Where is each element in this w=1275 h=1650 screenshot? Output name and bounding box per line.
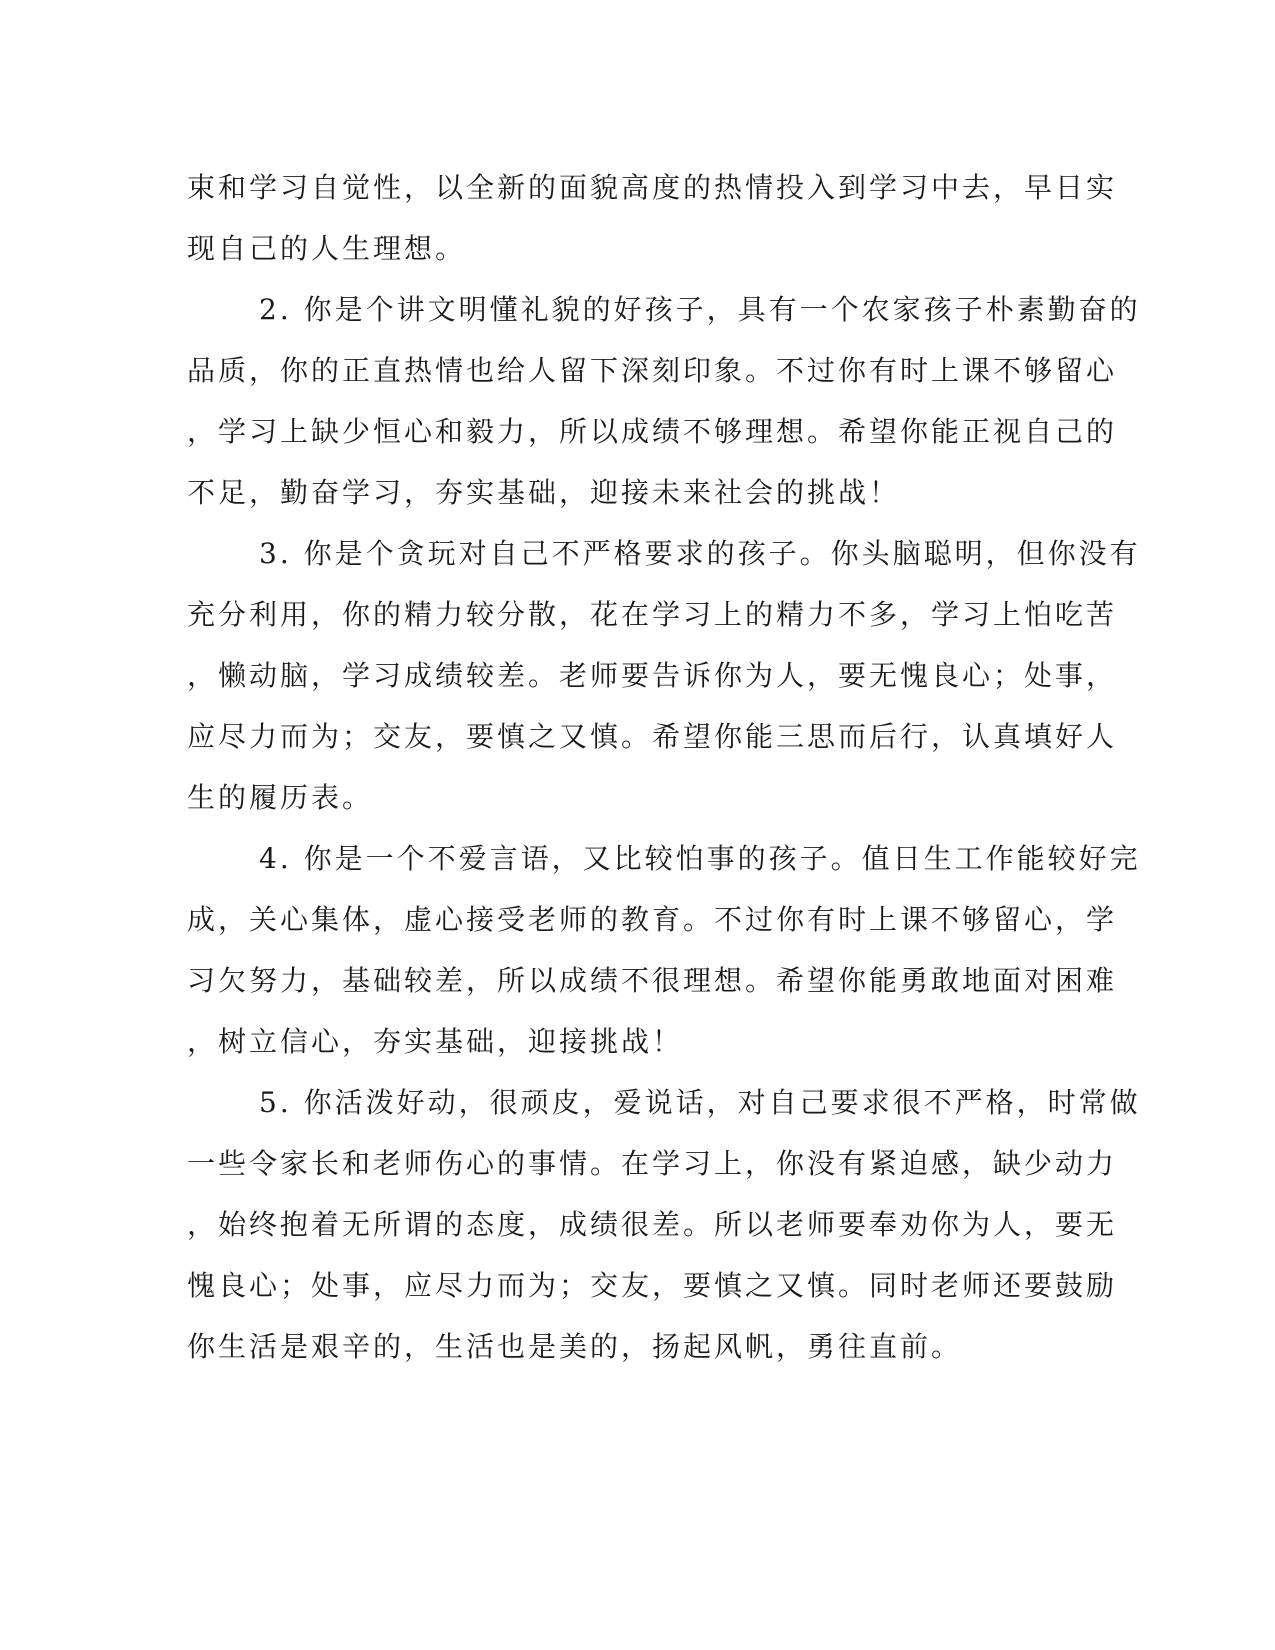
text-line: 应尽力而为；交友，要慎之又慎。希望你能三思而后行，认真填好人 — [187, 720, 1118, 753]
text-line: 生的履历表。 — [187, 781, 374, 814]
paragraph-2 — [187, 279, 1141, 523]
text-line: ，树立信心，夯实基础，迎接挑战！ — [187, 1025, 684, 1058]
text-line: 2. 你是个讲文明懂礼貌的好孩子，具有一个农家孩子朴素勤奋的 — [259, 293, 1141, 326]
text-line: 3. 你是个贪玩对自己不严格要求的孩子。你头脑聪明，但你没有 — [259, 537, 1141, 570]
text-line: 充分利用，你的精力较分散，花在学习上的精力不多，学习上怕吃苦 — [187, 598, 1118, 631]
paragraph-1-continued — [187, 157, 1118, 279]
text-line: 束和学习自觉性，以全新的面貌高度的热情投入到学习中去，早日实 — [187, 171, 1118, 204]
text-line: 4. 你是一个不爱言语，又比较怕事的孩子。值日生工作能较好完 — [259, 842, 1141, 875]
paragraph-3 — [187, 523, 1141, 828]
text-line: 愧良心；处事，应尽力而为；交友，要慎之又慎。同时老师还要鼓励 — [187, 1269, 1118, 1302]
text-line: 不足，勤奋学习，夯实基础，迎接未来社会的挑战！ — [187, 476, 901, 509]
text-line: 你生活是艰辛的，生活也是美的，扬起风帆，勇往直前。 — [187, 1330, 963, 1363]
text-line: 习欠努力，基础较差，所以成绩不很理想。希望你能勇敢地面对困难 — [187, 964, 1118, 997]
document-body — [187, 157, 1141, 1377]
paragraph-5 — [187, 1072, 1141, 1377]
paragraph-4 — [187, 828, 1141, 1072]
text-line: 一些令家长和老师伤心的事情。在学习上，你没有紧迫感，缺少动力 — [187, 1147, 1118, 1180]
text-line: 现自己的人生理想。 — [187, 232, 467, 265]
text-line: 5. 你活泼好动，很顽皮，爱说话，对自己要求很不严格，时常做 — [259, 1086, 1141, 1119]
text-line: ，学习上缺少恒心和毅力，所以成绩不够理想。希望你能正视自己的 — [187, 415, 1118, 448]
text-line: ，始终抱着无所谓的态度，成绩很差。所以老师要奉劝你为人，要无 — [187, 1208, 1118, 1241]
text-line: 成，关心集体，虚心接受老师的教育。不过你有时上课不够留心，学 — [187, 903, 1118, 936]
text-line: ，懒动脑，学习成绩较差。老师要告诉你为人，要无愧良心；处事， — [187, 659, 1118, 692]
text-line: 品质，你的正直热情也给人留下深刻印象。不过你有时上课不够留心 — [187, 354, 1118, 387]
